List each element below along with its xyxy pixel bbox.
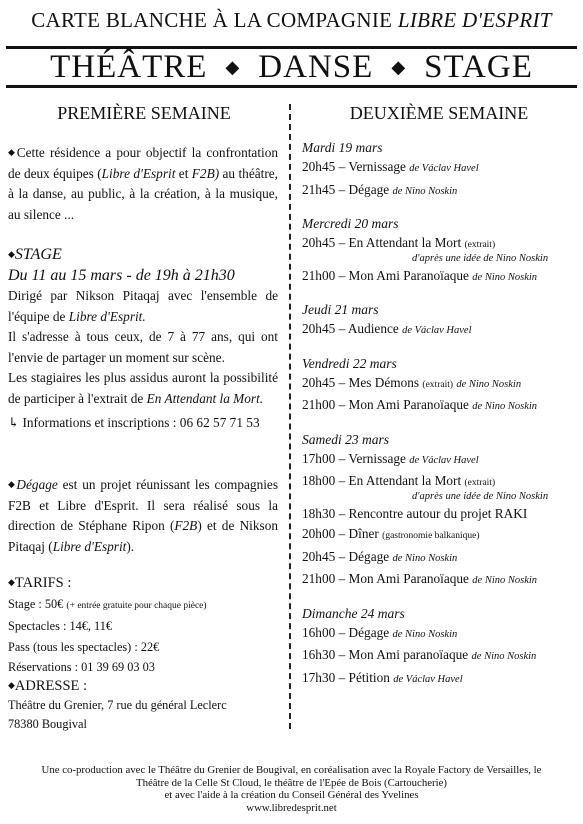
event-row [302,547,572,570]
dash-separator: – [335,397,349,412]
event-time: 20h45 [302,548,336,564]
event-title: Dégage [348,548,390,564]
event-time: 18h00 [302,473,336,488]
event-time: 20h45 [302,159,336,174]
banner-theatre: THÉÂTRE [50,48,208,85]
event-title: Pétition [348,669,390,685]
tarif-pass: Pass (tous les spectacles) : 22€ [8,639,160,654]
event-author: de Václav Havel [409,163,479,174]
diamond-icon: ◆ [8,147,17,157]
tarif-stage: Stage : 50€ (+ entrée gratuite pour chaque pièce) [8,596,207,611]
day-block [302,214,572,288]
event-title: Rencontre autour du projet RAKI [348,505,528,521]
diamond-icon: ◆ [225,56,241,77]
dash-separator: – [335,374,349,390]
day-block [302,430,572,592]
event-time: 20h00 [302,526,336,541]
event-author: de Nino Noskin [456,378,522,390]
event-time: 21h00 [302,571,336,586]
dash-separator: – [335,267,349,283]
event-author: d'après une idée de Nino Noskin [412,252,549,264]
dash-separator: – [335,321,348,336]
day-heading: Dimanche 24 mars [302,605,405,621]
schedule [302,138,572,690]
day-heading: Jeudi 21 mars [302,302,379,317]
adresse-heading: ◆ADRESSE : [8,678,88,694]
header-title [0,8,583,33]
event-row [302,504,572,525]
event-time: 16h00 [302,624,336,640]
event-title: Dégage [348,624,390,640]
event-row [302,395,572,418]
event-time: 17h30 [302,669,336,685]
event-time: 20h45 [302,321,336,336]
event-note: (extrait) [464,240,496,250]
day-heading: Mardi 19 mars [302,140,383,155]
day-block [302,604,572,691]
event-author: de Nino Noskin [472,575,538,586]
event-author: de Nino Noskin [472,271,538,283]
event-title: Vernissage [348,159,406,174]
event-title: Mon Ami Paranoïaque [348,397,469,412]
event-time: 21h45 [302,181,336,197]
dash-separator: – [335,505,349,521]
day-heading: Samedi 23 mars [302,431,389,447]
stage-section [8,244,278,434]
column-divider [289,104,291,729]
event-title: En Attendant la Mort [348,235,462,250]
event-row [302,645,572,668]
diamond-icon: ◆ [8,680,15,690]
event-author: de Václav Havel [409,454,479,466]
day-heading: Mercredi 20 mars [302,216,399,231]
event-time: 21h00 [302,267,336,283]
dash-separator: – [335,647,349,662]
dash-separator: – [335,450,349,466]
reservations: Réservations : 01 39 69 03 03 [8,660,155,674]
tarifs-heading: ◆TARIFS : [8,575,72,591]
disciplines-banner [6,46,577,88]
website-link[interactable]: www.libredesprit.net [246,801,337,814]
event-title: En Attendant la Mort [348,473,462,488]
footer-line-3: et avec l'aide à la création du Conseil Général des Yvelines [164,789,419,801]
arrow-icon: ↳ [8,415,20,430]
dash-separator: – [335,548,349,564]
event-row [302,180,572,203]
event-row [302,449,572,472]
adresse-line-1: Théâtre du Grenier, 7 rue du général Leclerc [8,698,227,712]
dash-separator: – [335,571,349,586]
dash-separator: – [335,526,349,541]
diamond-icon: ◆ [8,249,15,259]
event-row [302,623,572,646]
event-time: 18h30 [302,505,336,521]
event-row [302,668,572,691]
footer [0,764,583,814]
event-time: 20h45 [302,374,336,390]
event-author: de Nino Noskin [392,552,458,564]
stage-paragraph-3: Les stagiaires les plus assidus auront la possibilité de participer à l'extrait de En Attendant la Mort. [8,370,278,406]
event-row [302,319,572,342]
event-row [302,569,572,592]
dash-separator: – [335,181,349,197]
event-row [302,157,572,180]
day-heading: Vendredi 22 mars [302,355,397,371]
footer-line-1: Une co-production avec le Théâtre du Grenier de Bougival, en coréalisation avec la Royale Factory de Versailles, le [41,764,542,776]
event-row [302,266,572,289]
event-author: de Nino Noskin [392,185,458,197]
event-author: de Nino Noskin [472,401,538,412]
event-author: de Václav Havel [393,673,463,685]
diamond-icon: ◆ [8,479,17,489]
degage-paragraph: ◆Dégage est un projet réunissant les compagnies F2B et Libre d'Esprit. Il sera réalisé sous la direction de Stéphane Ripon (F2B) et de Nikson Pitaqaj (Libre d'Esprit). [8,477,278,554]
event-title: Mon Ami Paranoïaque [348,571,469,586]
event-row [302,373,572,396]
stage-paragraph-2: Il s'adresse à tous ceux, de 7 à 77 ans, qui ont l'envie de partager un moment sur scène. [8,329,278,365]
diamond-icon: ◆ [8,577,15,587]
dash-separator: – [335,624,349,640]
event-note: (extrait) [464,478,496,488]
dash-separator: – [335,473,349,488]
stage-dates: Du 11 au 15 mars - de 19h à 21h30 [8,266,235,284]
event-row [302,524,572,547]
banner-danse: DANSE [258,48,374,85]
diamond-icon: ◆ [391,56,407,77]
footer-line-2: Théâtre de la Celle St Cloud, le théâtre de l'Epée de Bois (Cartoucherie) [135,776,448,789]
tarif-spectacles: Spectacles : 14€, 11€ [8,619,113,633]
left-column-title: PREMIÈRE SEMAINE [57,103,231,123]
tarifs-section [8,572,278,678]
dash-separator: – [335,159,349,174]
event-time: 20h45 [302,235,336,250]
event-author: de Nino Noskin [471,651,537,662]
dash-separator: – [335,669,349,685]
event-time: 21h00 [302,397,336,412]
header-company: LIBRE D'ESPRIT [397,8,552,32]
day-block [302,138,572,202]
event-title: Dégage [348,181,390,197]
dash-separator: – [335,235,349,250]
stage-paragraph-1: Dirigé par Nikson Pitaqaj avec l'ensemble de l'équipe de Libre d'Esprit. [8,288,278,324]
event-note: (extrait) [422,379,454,390]
intro-paragraph: ◆Cette résidence a pour objectif la confrontation de deux équipes (Libre d'Esprit et F2B) au théâtre, à la danse, au public, à la création, à la musique, au silence ... [8,145,279,222]
day-block [302,354,572,418]
event-title: Mon Ami Paranoïaque [348,267,469,283]
event-time: 16h30 [302,647,336,662]
event-time: 17h00 [302,450,336,466]
info-line: ↳ Informations et inscriptions : 06 62 57 71 53 [8,415,260,430]
banner-stage: STAGE [424,48,533,85]
event-title: Dîner [348,526,379,541]
day-block [302,300,572,342]
event-title: Audience [347,321,399,336]
adresse-section [8,676,278,734]
event-author: d'après une idée de Nino Noskin [412,490,549,502]
event-author: de Nino Noskin [392,628,458,640]
stage-heading: ◆STAGE [8,246,62,263]
event-title: Mon Ami paranoïaque [348,647,469,662]
event-title: Mes Démons [348,374,420,390]
event-title: Vernissage [348,450,406,466]
header-prefix: CARTE BLANCHE À LA COMPAGNIE [31,8,393,32]
event-note: (gastronomie balkanique) [382,531,480,541]
adresse-line-2: 78380 Bougival [8,717,87,731]
event-author: de Václav Havel [402,325,472,336]
right-column-title: DEUXIÈME SEMAINE [349,103,529,123]
